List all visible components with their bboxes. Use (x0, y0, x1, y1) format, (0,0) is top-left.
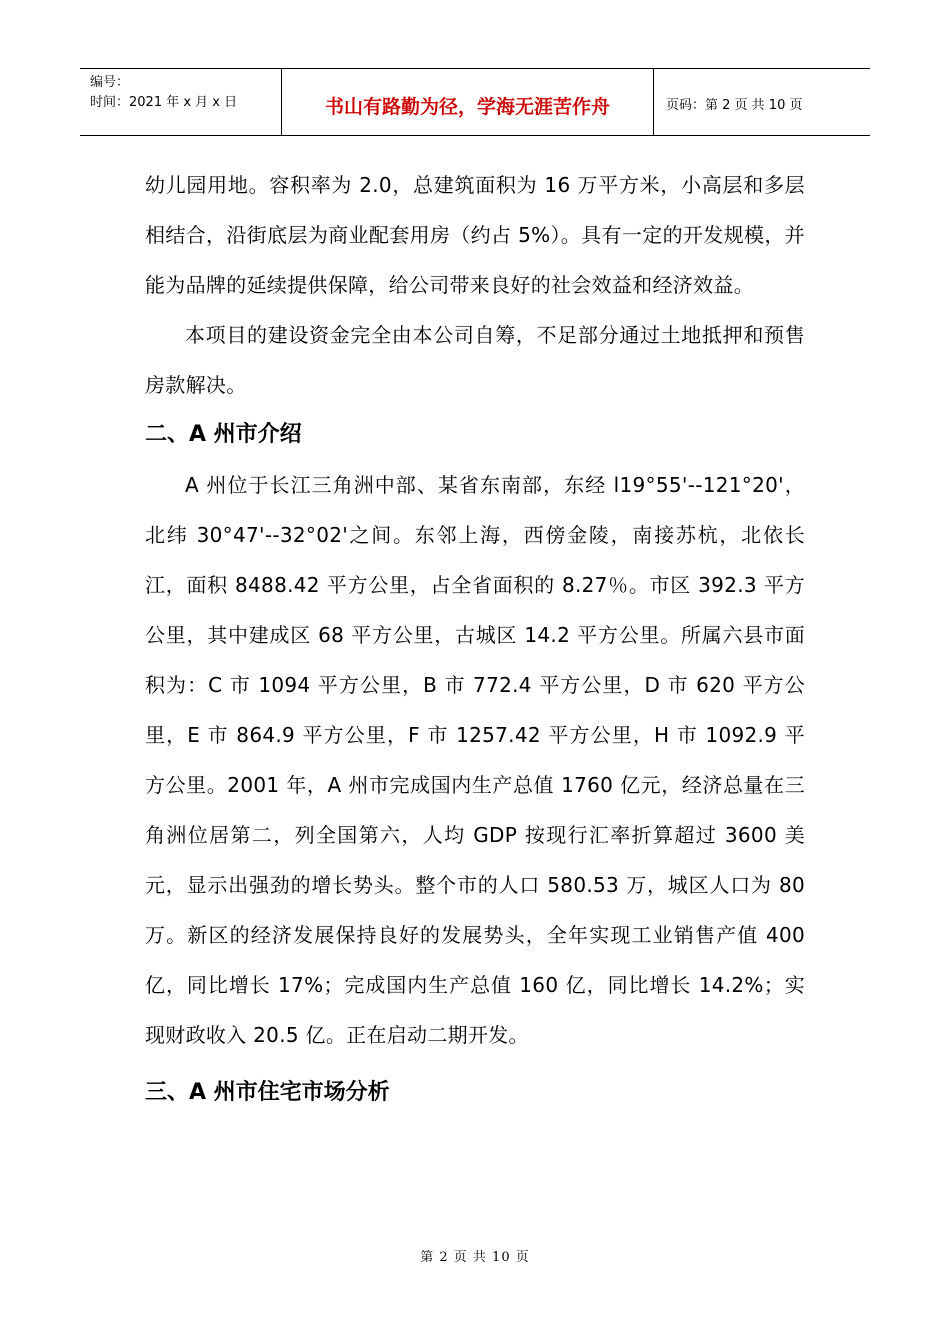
document-body (145, 160, 805, 1118)
document-number-label: 编号： (90, 75, 130, 90)
paragraph-funding: 本项目的建设资金完全由本公司自筹，不足部分通过土地抵押和预售房款解决。 (145, 323, 805, 397)
header-motto: 书山有路勤为径，学海无涯苦作舟 (324, 95, 610, 118)
section-heading-housing-market: 三、A 州市住宅市场分析 (145, 1080, 390, 1105)
page-header (80, 68, 870, 136)
header-meta-cell (80, 69, 282, 135)
paragraph-city-intro: A 州位于长江三角洲中部、某省东南部，东经 l19°55'--121°20'，北纬 30°47'--32°02'之间。东邻上海，西傍金陵，南接苏杭，北依长江，面积 8488.42 平方公里，占全省面积的 8.27％。市区 392.3 平方公里，其中建成区 68 平方公里，古城区 14.2 平方公里。所属六县市面积为：C 市 1094 平方公里，B 市 772.4 平方公里，D 市 620 平方公里，E 市 864.9 平方公里，F 市 1257.42 平方公里，H 市 1092.9 平方公里。2001 年，A 州市完成国内生产总值 1760 亿元，经济总量在三角洲位居第二，列全国第六，人均 GDP 按现行汇率折算超过 3600 美元，显示出强劲的增长势头。整个市的人口 580.53 万，城区人口为 80 万。新区的经济发展保持良好的发展势头，全年实现工业销售产值 400 亿，同比增长 17%；完成国内生产总值 160 亿，同比增长 14.2%；实现财政收入 20.5 亿。正在启动二期开发。 (145, 473, 805, 1047)
page-footer (0, 1246, 950, 1265)
document-time-label: 时间：2021 年 x 月 x 日 (90, 95, 238, 110)
header-motto-cell (282, 69, 654, 135)
header-page-cell (654, 69, 870, 135)
section-heading-city-intro: 二、A 州市介绍 (145, 422, 302, 447)
paragraph-project-scale: 幼儿园用地。容积率为 2.0，总建筑面积为 16 万平方米，小高层和多层相结合，沿街底层为商业配套用房（约占 5%）。具有一定的开发规模，并能为品牌的延续提供保障，给公司带来良好的社会效益和经济效益。 (145, 173, 805, 297)
header-page-info: 页码：第 2 页 共 10 页 (666, 97, 803, 113)
footer-page-number: 第 2 页 共 10 页 (420, 1250, 530, 1265)
